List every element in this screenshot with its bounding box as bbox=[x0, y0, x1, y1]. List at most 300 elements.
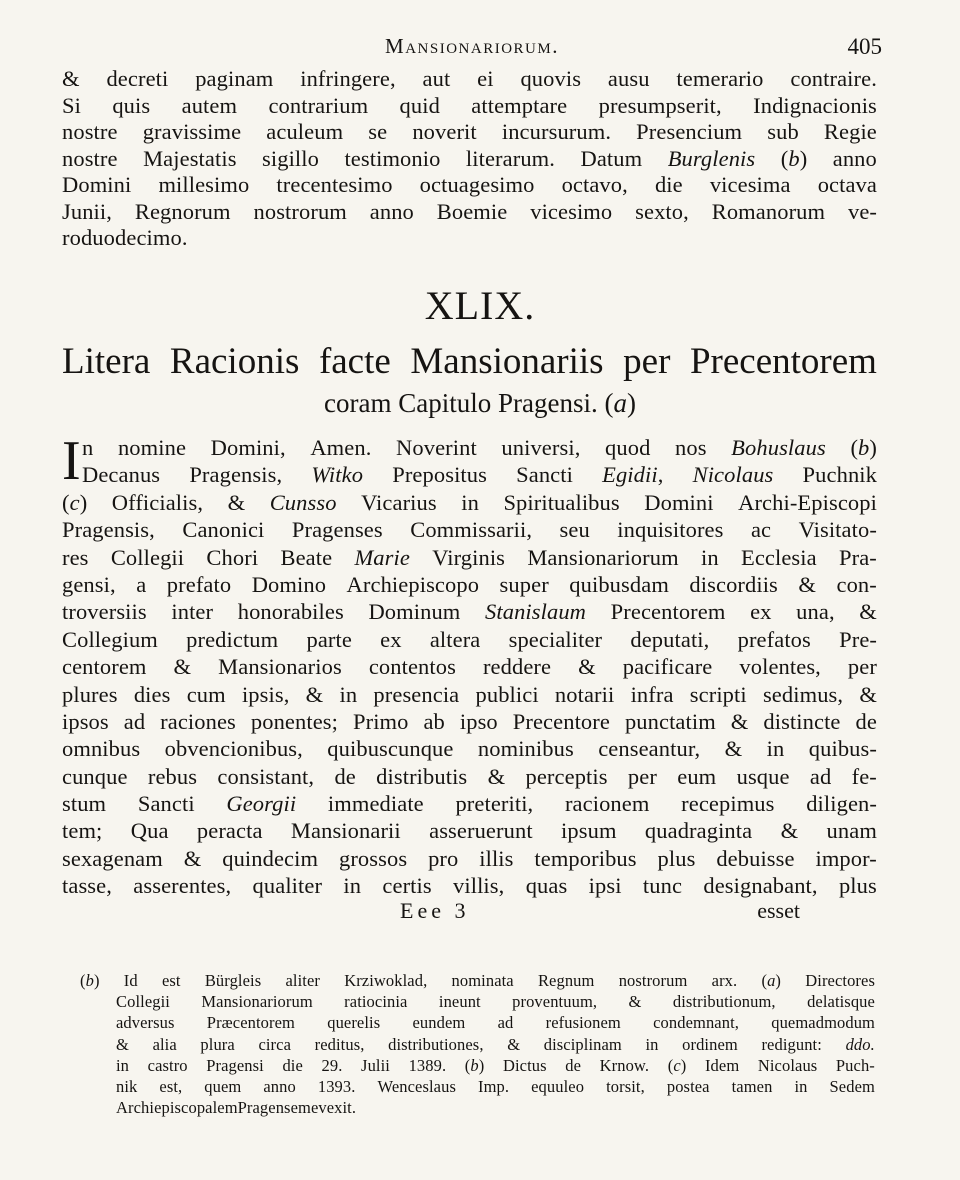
word: tamen bbox=[731, 1076, 773, 1096]
word: Collegium bbox=[62, 626, 158, 652]
closing-paragraph bbox=[62, 66, 877, 252]
word: Amen. bbox=[310, 435, 372, 460]
word: octavo, bbox=[561, 172, 628, 197]
word: una, bbox=[796, 599, 835, 625]
word: designabant, bbox=[703, 873, 818, 899]
word: & bbox=[227, 489, 246, 515]
word: tunc bbox=[642, 873, 683, 899]
word: duodecimo. bbox=[80, 225, 188, 250]
word: condemnant, bbox=[653, 1013, 739, 1033]
word: pacificare bbox=[622, 654, 713, 680]
word: circa bbox=[258, 1034, 291, 1054]
word: perceptis bbox=[525, 763, 608, 789]
word: gravissime bbox=[142, 119, 242, 144]
word: Boemie bbox=[436, 198, 508, 224]
word: est bbox=[161, 971, 181, 990]
word: disciplinam bbox=[543, 1034, 622, 1054]
word: a bbox=[136, 571, 147, 597]
word: Cunsso bbox=[269, 489, 337, 515]
word: & bbox=[724, 736, 743, 762]
word: noverit bbox=[412, 119, 477, 144]
word: plus bbox=[838, 873, 877, 899]
word: Marie bbox=[354, 544, 410, 570]
word: consistant, bbox=[217, 763, 315, 789]
word: recepimus bbox=[681, 791, 775, 817]
text-line bbox=[62, 93, 877, 120]
word: tem; bbox=[62, 818, 103, 844]
word: plus bbox=[657, 845, 696, 871]
word: & bbox=[173, 654, 192, 680]
text-line bbox=[62, 199, 877, 226]
word: Litera bbox=[62, 341, 151, 382]
word: Georgii bbox=[226, 791, 297, 817]
word: Majestatis bbox=[143, 145, 237, 171]
text-line bbox=[62, 626, 877, 653]
word: & bbox=[730, 708, 749, 734]
text-line bbox=[62, 146, 877, 173]
word: sedimus, bbox=[762, 681, 844, 707]
word: Mansionariis bbox=[410, 341, 604, 382]
word: nominibus bbox=[477, 736, 574, 762]
word: autem bbox=[181, 92, 238, 118]
word: quibus- bbox=[808, 736, 877, 762]
text-line bbox=[80, 1034, 875, 1055]
word: Burglenis bbox=[667, 145, 756, 171]
word: Si bbox=[62, 92, 81, 118]
word: eum bbox=[677, 763, 717, 789]
text-line bbox=[62, 763, 877, 790]
word: usque bbox=[736, 763, 790, 789]
text-line bbox=[62, 571, 877, 598]
word: Nicolaus bbox=[692, 462, 774, 488]
text-line bbox=[80, 1076, 875, 1097]
text-line bbox=[62, 817, 877, 844]
word: Junii, bbox=[62, 198, 112, 224]
word: ro bbox=[62, 225, 81, 250]
word: & bbox=[798, 571, 817, 597]
word: Chori bbox=[206, 544, 259, 570]
word: contentos bbox=[368, 654, 456, 680]
word: in bbox=[700, 544, 719, 570]
word: ipso bbox=[459, 708, 498, 734]
word: vicesimo bbox=[530, 198, 613, 224]
text-line bbox=[80, 1055, 875, 1076]
word: asseruerunt bbox=[429, 818, 533, 844]
word: Archiepiscopalem bbox=[116, 1098, 238, 1118]
word: Dominum bbox=[368, 599, 461, 625]
word: Archi-Episcopi bbox=[738, 489, 877, 515]
word: parte bbox=[306, 626, 352, 652]
word: anno bbox=[369, 198, 414, 224]
word: ordinem bbox=[682, 1034, 738, 1054]
word: ad bbox=[809, 763, 832, 789]
word: & bbox=[116, 1034, 129, 1054]
word: literarum. bbox=[465, 145, 556, 171]
word: & bbox=[183, 845, 202, 871]
word: Archiepiscopo bbox=[346, 571, 480, 597]
word: peracta bbox=[196, 818, 263, 844]
word: res bbox=[62, 544, 89, 570]
word: proventuum, bbox=[512, 992, 598, 1012]
word: immediate bbox=[327, 791, 424, 817]
word: raciones bbox=[160, 708, 236, 734]
word: Krnow. bbox=[599, 1055, 650, 1075]
word: castro bbox=[147, 1055, 188, 1075]
word: pro bbox=[428, 845, 459, 871]
word: eundem bbox=[412, 1013, 466, 1033]
word: Pragensis, bbox=[62, 517, 155, 543]
word: inquisitores bbox=[617, 517, 724, 543]
word: ineunt bbox=[438, 992, 481, 1012]
word: paginam bbox=[195, 66, 274, 91]
word: Dictus bbox=[502, 1055, 547, 1075]
word: Commissarii, bbox=[410, 517, 533, 543]
word: Stanislaum bbox=[485, 599, 587, 625]
text-line bbox=[62, 119, 877, 146]
word: Regnorum bbox=[134, 198, 231, 224]
running-title: Mansionariorum. bbox=[385, 34, 559, 58]
word: Datum bbox=[580, 145, 643, 171]
text-line bbox=[62, 225, 877, 252]
text-line bbox=[62, 872, 877, 899]
word: aliter bbox=[285, 971, 320, 990]
word: octava bbox=[817, 172, 877, 197]
word: contraire. bbox=[790, 66, 877, 91]
word: sexagenam bbox=[62, 845, 163, 871]
word: quem bbox=[204, 1076, 242, 1096]
word: Egidii, bbox=[602, 462, 664, 488]
word: Collegii bbox=[110, 544, 185, 570]
word: nominata bbox=[451, 971, 514, 990]
word: quovis bbox=[520, 66, 582, 91]
word: Directores bbox=[805, 971, 875, 990]
word: quindecim bbox=[222, 845, 319, 871]
word: sexto, bbox=[635, 198, 689, 224]
word: Racionis bbox=[169, 341, 300, 382]
word: n bbox=[82, 435, 94, 460]
word: quadraginta bbox=[644, 818, 753, 844]
word: Vicarius bbox=[361, 489, 437, 515]
word: inter bbox=[171, 599, 214, 625]
word: postea bbox=[666, 1076, 710, 1096]
word: publici bbox=[475, 681, 539, 707]
word: nostre bbox=[62, 145, 118, 171]
word: quis bbox=[112, 92, 151, 118]
text-line bbox=[80, 991, 875, 1012]
word: Regie bbox=[823, 119, 877, 144]
word: & bbox=[628, 992, 642, 1012]
word: Precentore bbox=[512, 708, 610, 734]
text-line bbox=[62, 653, 877, 680]
word: temerario bbox=[676, 66, 764, 91]
word: quibusdam bbox=[569, 571, 669, 597]
word: vicesima bbox=[709, 172, 791, 197]
word: Precentorem bbox=[610, 599, 726, 625]
word: quibuscunque bbox=[327, 736, 454, 762]
word: ei bbox=[477, 66, 494, 91]
word: Prepositus bbox=[392, 462, 487, 488]
text-line bbox=[62, 544, 877, 571]
drop-cap-initial: I bbox=[62, 430, 81, 492]
word: impor- bbox=[815, 845, 877, 871]
word: refusionem bbox=[545, 1013, 621, 1033]
word: redigunt: bbox=[761, 1034, 822, 1054]
word: incursurum. bbox=[501, 119, 612, 144]
word: in bbox=[461, 489, 479, 515]
word: tasse, bbox=[62, 873, 112, 899]
word: distributiones, bbox=[388, 1034, 484, 1054]
word: ddo. bbox=[845, 1034, 875, 1054]
word: quemadmodum bbox=[771, 1013, 875, 1033]
word: Visitato- bbox=[798, 517, 877, 543]
word: trecentesimo bbox=[276, 172, 393, 197]
word: alia bbox=[152, 1034, 177, 1054]
word: torsit, bbox=[606, 1076, 645, 1096]
text-line bbox=[62, 845, 877, 872]
word: qualiter bbox=[252, 873, 323, 899]
word: nostre bbox=[62, 119, 118, 144]
word: presumpserit, bbox=[598, 92, 722, 118]
word: Mansionarii bbox=[290, 818, 401, 844]
word: ve- bbox=[847, 198, 877, 224]
word: & bbox=[859, 681, 877, 707]
word: cunque bbox=[62, 763, 128, 789]
word: scripti bbox=[689, 681, 747, 707]
word: Mansionarios bbox=[218, 654, 342, 680]
word: fe- bbox=[851, 763, 877, 789]
word: & bbox=[305, 681, 324, 707]
word: (c) bbox=[667, 1055, 687, 1075]
word: Pre- bbox=[839, 626, 877, 652]
text-line bbox=[62, 735, 877, 762]
word: ipsi bbox=[588, 873, 622, 899]
word: ex bbox=[380, 626, 402, 652]
word: plures bbox=[62, 681, 118, 707]
word: equuleo bbox=[531, 1076, 585, 1096]
word: se bbox=[368, 119, 388, 144]
word: Canonici bbox=[182, 517, 265, 543]
text-line bbox=[62, 434, 877, 461]
word: distincte bbox=[763, 708, 841, 734]
word: specialiter bbox=[508, 626, 603, 652]
word: & bbox=[859, 599, 877, 625]
word: Beate bbox=[280, 544, 333, 570]
word: in bbox=[645, 1034, 659, 1054]
word: diligen- bbox=[806, 791, 877, 817]
word: debuisse bbox=[716, 845, 795, 871]
word: anno bbox=[263, 1076, 296, 1096]
catchword: esset bbox=[757, 898, 800, 923]
word: Domino bbox=[251, 571, 327, 597]
word: (a) bbox=[761, 971, 782, 990]
word: (b) bbox=[80, 971, 100, 990]
word: grossos bbox=[338, 845, 408, 871]
word: per bbox=[627, 763, 657, 789]
word: Domini bbox=[644, 489, 714, 515]
text-line bbox=[62, 489, 877, 516]
word: testimonio bbox=[344, 145, 441, 171]
word: infra bbox=[630, 681, 674, 707]
word: Id bbox=[123, 971, 138, 990]
word: Puchnik bbox=[802, 462, 877, 488]
word: deputati, bbox=[630, 626, 710, 652]
text-line bbox=[62, 172, 877, 199]
text-line bbox=[80, 970, 875, 991]
word: racionem bbox=[564, 791, 650, 817]
word: quas bbox=[525, 873, 568, 899]
word: distributionum, bbox=[672, 992, 776, 1012]
word: est, bbox=[159, 1076, 183, 1096]
footnotes bbox=[80, 970, 875, 1118]
word: nomine bbox=[117, 435, 187, 460]
word: honorabiles bbox=[237, 599, 344, 625]
word: Julii bbox=[361, 1055, 390, 1075]
word: de bbox=[565, 1055, 582, 1075]
word: aut bbox=[422, 66, 451, 91]
word: delatisque bbox=[807, 992, 875, 1012]
word: troversiis bbox=[62, 599, 147, 625]
word: Pragensis, bbox=[189, 462, 283, 488]
word: unam bbox=[826, 818, 877, 844]
word: ad bbox=[497, 1013, 514, 1033]
signature-line bbox=[400, 898, 800, 924]
word: Sedem bbox=[829, 1076, 875, 1096]
word: Precentorem bbox=[689, 341, 877, 382]
word: plura bbox=[200, 1034, 235, 1054]
word: prefatos bbox=[737, 626, 811, 652]
word: evexit. bbox=[310, 1098, 357, 1118]
word: ipsum bbox=[561, 818, 617, 844]
word: Ecclesia bbox=[740, 544, 817, 570]
word: & bbox=[62, 66, 80, 91]
word: Domini bbox=[62, 172, 132, 197]
word: reddere bbox=[482, 654, 552, 680]
word: Decanus bbox=[82, 462, 161, 488]
word: in bbox=[794, 1076, 808, 1096]
word: infringere, bbox=[300, 66, 396, 91]
word: quod bbox=[605, 435, 651, 460]
word: Nicolaus bbox=[757, 1055, 818, 1075]
word: (b) bbox=[850, 435, 877, 460]
word: (c) bbox=[62, 489, 88, 515]
word: distributis bbox=[376, 763, 468, 789]
section-title-line-1 bbox=[62, 340, 877, 383]
word: nostrorum bbox=[253, 198, 347, 224]
word: volentes, bbox=[739, 654, 821, 680]
word: Sancti bbox=[516, 462, 573, 488]
word: per bbox=[623, 341, 671, 382]
word: 1389. bbox=[408, 1055, 447, 1075]
word: per bbox=[847, 654, 877, 680]
word: Collegii bbox=[116, 992, 170, 1012]
word: Sancti bbox=[137, 791, 195, 817]
word: ponentes; bbox=[250, 708, 339, 734]
word: Wenceslaus bbox=[377, 1076, 456, 1096]
word: in bbox=[116, 1055, 130, 1075]
word: Imp. bbox=[478, 1076, 510, 1096]
word: Bürgleis bbox=[204, 971, 262, 990]
word: ad bbox=[123, 708, 146, 734]
word: anno bbox=[832, 145, 877, 171]
word: sigillo bbox=[262, 145, 319, 171]
word: Virginis bbox=[432, 544, 506, 570]
word: de bbox=[855, 708, 877, 734]
word: con- bbox=[836, 571, 877, 597]
word: ab bbox=[423, 708, 445, 734]
word: aculeum bbox=[266, 119, 344, 144]
word: millesimo bbox=[158, 172, 250, 197]
word: Romanorum bbox=[711, 198, 826, 224]
word: Pragensi bbox=[206, 1055, 264, 1075]
word: illis bbox=[479, 845, 514, 871]
word: Idem bbox=[704, 1055, 740, 1075]
word: 29. bbox=[321, 1055, 343, 1075]
text-line bbox=[80, 1097, 875, 1118]
word: Pragensem bbox=[237, 1098, 311, 1118]
word: discordiis bbox=[689, 571, 778, 597]
word: obvencionibus, bbox=[164, 736, 303, 762]
word: notarii bbox=[554, 681, 615, 707]
word: & bbox=[780, 818, 799, 844]
word: Witko bbox=[311, 462, 364, 488]
word: asserentes, bbox=[133, 873, 232, 899]
word: Præcentorem bbox=[206, 1013, 295, 1033]
word: stum bbox=[62, 791, 107, 817]
word: attemptare bbox=[471, 92, 568, 118]
word: Noverint bbox=[396, 435, 477, 460]
word: villis, bbox=[453, 873, 505, 899]
word: octuagesimo bbox=[419, 172, 535, 197]
text-line bbox=[62, 681, 877, 708]
word: in bbox=[343, 873, 362, 899]
running-head bbox=[62, 34, 882, 64]
word: facte bbox=[318, 341, 391, 382]
word: Mansionariorum bbox=[527, 544, 679, 570]
word: de bbox=[334, 763, 356, 789]
word: & bbox=[507, 1034, 521, 1054]
word: certis bbox=[382, 873, 432, 899]
word: ausu bbox=[607, 66, 650, 91]
word: preteriti, bbox=[455, 791, 534, 817]
word: cum bbox=[186, 681, 226, 707]
word: decreti bbox=[106, 66, 169, 91]
word: Presencium bbox=[636, 119, 743, 144]
word: reditus, bbox=[314, 1034, 365, 1054]
word: censeantur, bbox=[598, 736, 701, 762]
word: Domini, bbox=[210, 435, 286, 460]
word: sub bbox=[767, 119, 799, 144]
text-line bbox=[62, 66, 877, 93]
word: temporibus bbox=[534, 845, 637, 871]
word: ipsis, bbox=[241, 681, 290, 707]
word: super bbox=[499, 571, 549, 597]
word: Mansionariorum bbox=[201, 992, 313, 1012]
word: die bbox=[654, 172, 683, 197]
word: in bbox=[339, 681, 358, 707]
word: Qua bbox=[130, 818, 169, 844]
word: ex bbox=[750, 599, 772, 625]
text-line bbox=[62, 598, 877, 625]
word: Pra- bbox=[839, 544, 877, 570]
word: & bbox=[487, 763, 506, 789]
word: Krziwoklad, bbox=[344, 971, 428, 990]
word: centorem bbox=[62, 654, 147, 680]
page-number: 405 bbox=[847, 34, 882, 59]
word: seu bbox=[559, 517, 590, 543]
word: quid bbox=[399, 92, 440, 118]
word: nik bbox=[116, 1076, 138, 1096]
word: in bbox=[766, 736, 785, 762]
